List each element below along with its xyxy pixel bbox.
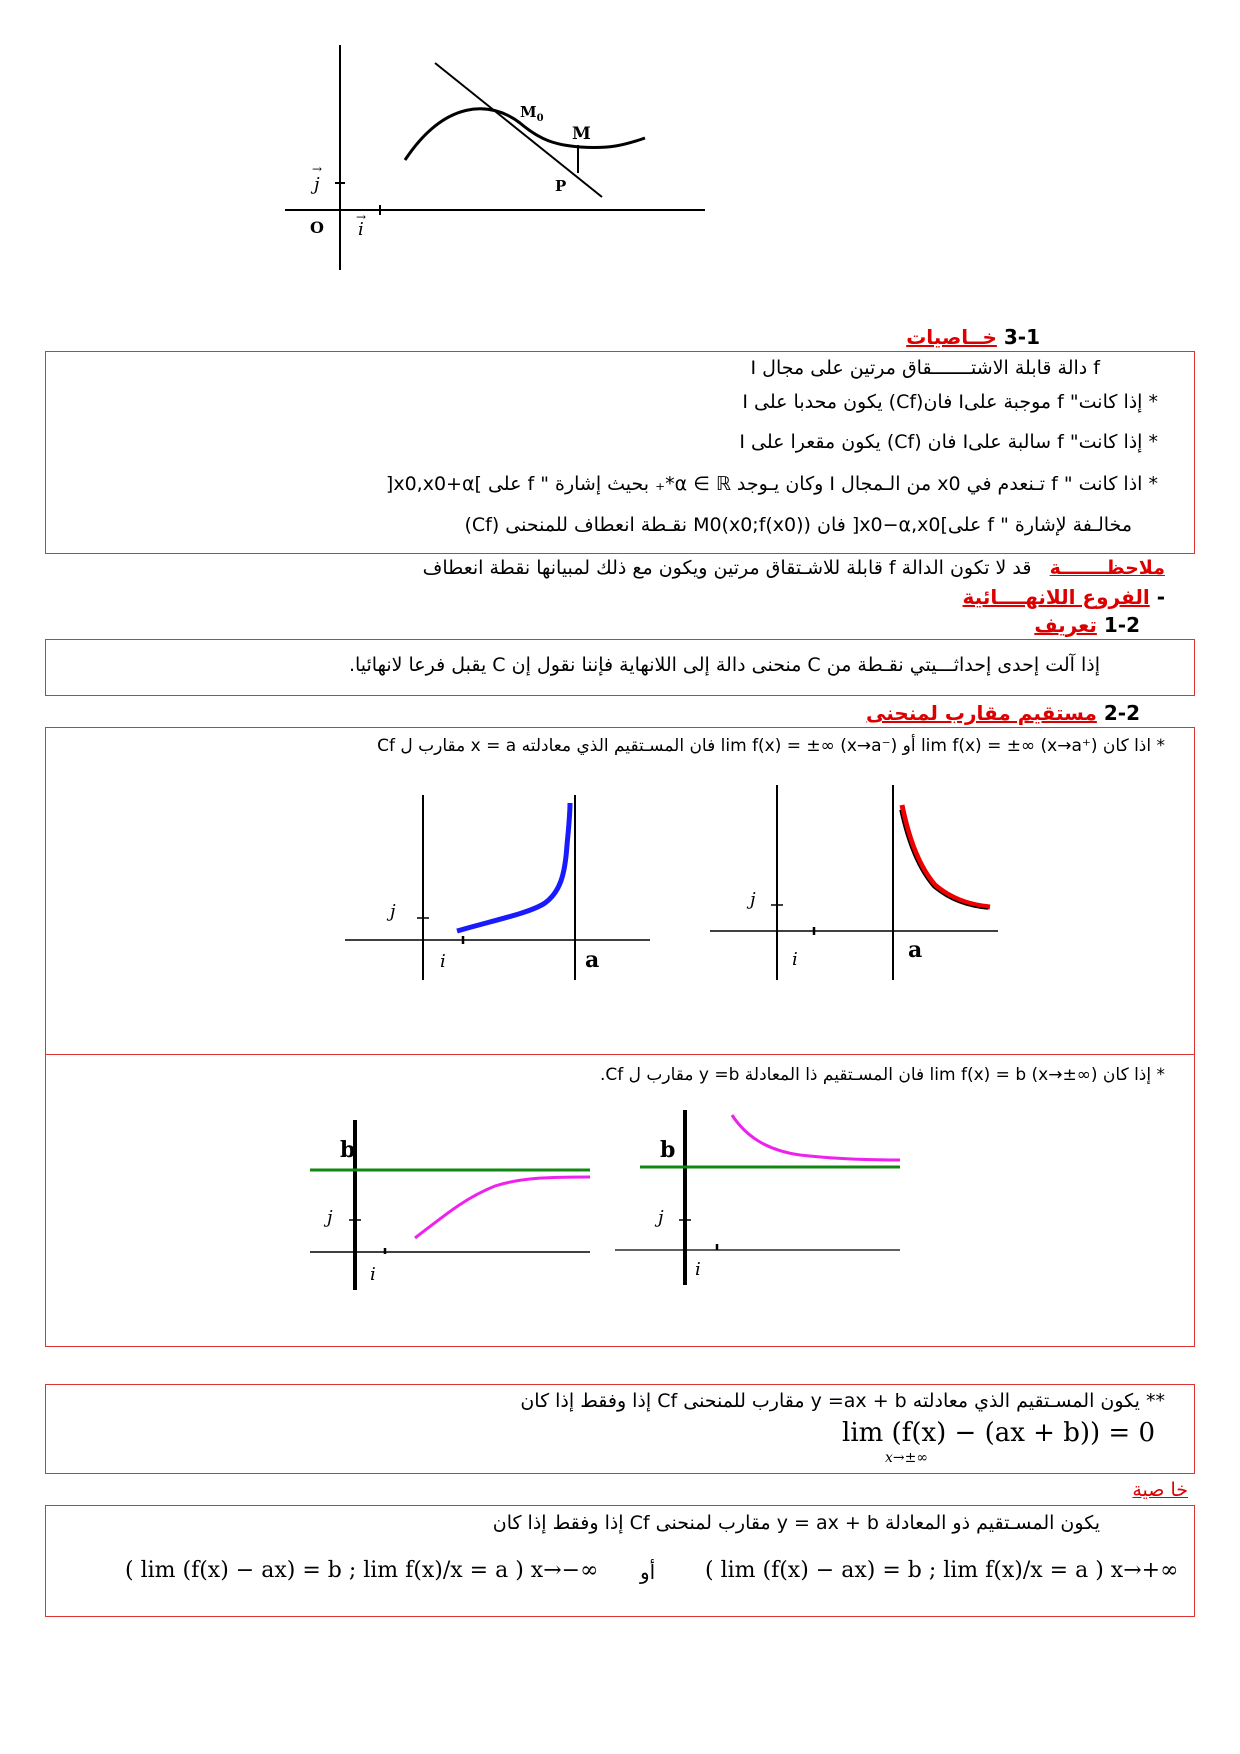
note-line — [423, 557, 1165, 579]
property-formula-minus-inf: ( lim (f(x) − ax) = b ; lim f(x)/x = a ) x→−∞ — [125, 1558, 599, 1583]
definition-text: إذا آلت إحدى إحداثـــيتي نقـطة من C منحنى دالة إلى اللانهاية فإننا نقول إن C يقبل فرعا لانهائيا. — [348, 654, 1100, 676]
m-label: M — [572, 124, 591, 144]
a-label-left: a — [585, 947, 600, 973]
j-label-right: j — [750, 889, 756, 910]
a-label-right: a — [908, 937, 923, 963]
i-vector-label: i — [358, 219, 364, 240]
svg-text:→: → — [312, 162, 323, 176]
i-label-left: i — [440, 951, 446, 972]
b-label-right: b — [660, 1137, 676, 1163]
b-label-left: b — [340, 1137, 356, 1163]
p-label: P — [555, 177, 567, 195]
prop-line-1: f دالة قابلة الاشتـــــــقاق مرتين على مجال I — [750, 357, 1100, 379]
origin-label: O — [310, 218, 324, 237]
j-label-left: j — [390, 901, 396, 922]
j-vector-label: j — [314, 174, 320, 195]
j-label-h-right: j — [658, 1207, 664, 1228]
property-text: يكون المسـتقيم ذو المعادلة y = ax + b مقارب لمنحنى Cf إذا وفقط إذا كان — [492, 1512, 1100, 1534]
section-1-2-header: 1-2 تعريف — [1034, 613, 1140, 637]
property-label: خا صية — [1132, 1479, 1188, 1501]
vertical-asymptote-graph-left — [345, 795, 655, 980]
prop-line-2: * إذا كانت" f موجبة علىI فان(Cf) يكون محدبا على I — [742, 391, 1158, 413]
oblique-formula: lim (f(x) − (ax + b)) = 0 — [842, 1418, 1155, 1448]
note-label: ملاحظـــــــة — [1049, 557, 1165, 579]
horizontal-asymptote-graph-right — [615, 1110, 905, 1285]
i-label-h-left: i — [370, 1264, 376, 1285]
vertical-asymptote-graph-right — [710, 785, 1000, 980]
m0-label: $M_0$ — [520, 103, 544, 124]
property-formula-plus-inf: ( lim (f(x) − ax) = b ; lim f(x)/x = a ) x→+∞ — [705, 1558, 1179, 1583]
oblique-text: ** يكون المسـتقيم الذي معادلته y =ax + b مقارب للمنحنى Cf إذا وفقط إذا كان — [520, 1390, 1165, 1412]
section-2-2-header: 2-2 مستقيم مقارب لمنحنى — [866, 701, 1140, 725]
section-3-1-header: 3-1 خــاصيات — [906, 325, 1040, 349]
oblique-formula-sub: x→±∞ — [885, 1450, 929, 1466]
horizontal-asymptote-text: * إذا كان lim f(x) = b (x→±∞) فان المسـتقيم ذا المعادلة y =b مقارب ل Cf. — [599, 1065, 1165, 1085]
prop-line-3: * إذا كانت" f سالبة علىI فان (Cf) يكون مقعرا على I — [739, 431, 1158, 453]
vertical-asymptote-text: * اذا كان lim f(x) = ±∞ (x→a⁺) أو lim f(x) = ±∞ (x→a⁻) فان المسـتقيم الذي معادلته x = a مقارب ل Cf — [377, 736, 1165, 756]
i-label-right: i — [792, 949, 798, 970]
asymptote-box-divider — [45, 1054, 1195, 1055]
svg-text:→: → — [356, 210, 367, 224]
note-text: قد لا تكون الدالة f قابلة للاشـتقاق مرتين ويكون مع ذلك لمبيانها نقطة انعطاف — [422, 557, 1032, 579]
j-label-h-left: j — [327, 1207, 333, 1228]
prop-line-4: * اذا كانت " f تـنعدم في x0 من الـمجال I وكان يـوجد α ∈ ℝ*₊ بحيث إشارة " f على ]x0,x0+α[ — [385, 473, 1158, 495]
i-label-h-right: i — [695, 1259, 701, 1280]
property-or: أو — [640, 1560, 656, 1584]
horizontal-asymptote-graph-left — [305, 1120, 595, 1290]
tangent-figure — [280, 45, 720, 275]
infinite-branches-header: - الفروع اللانهــــائية — [962, 585, 1165, 609]
prop-line-5: مخالـفة لإشارة " f على]x0−α,x0[ فان M0(x0;f(x0)) نقـطة انعطاف للمنحنى (Cf) — [464, 514, 1132, 536]
